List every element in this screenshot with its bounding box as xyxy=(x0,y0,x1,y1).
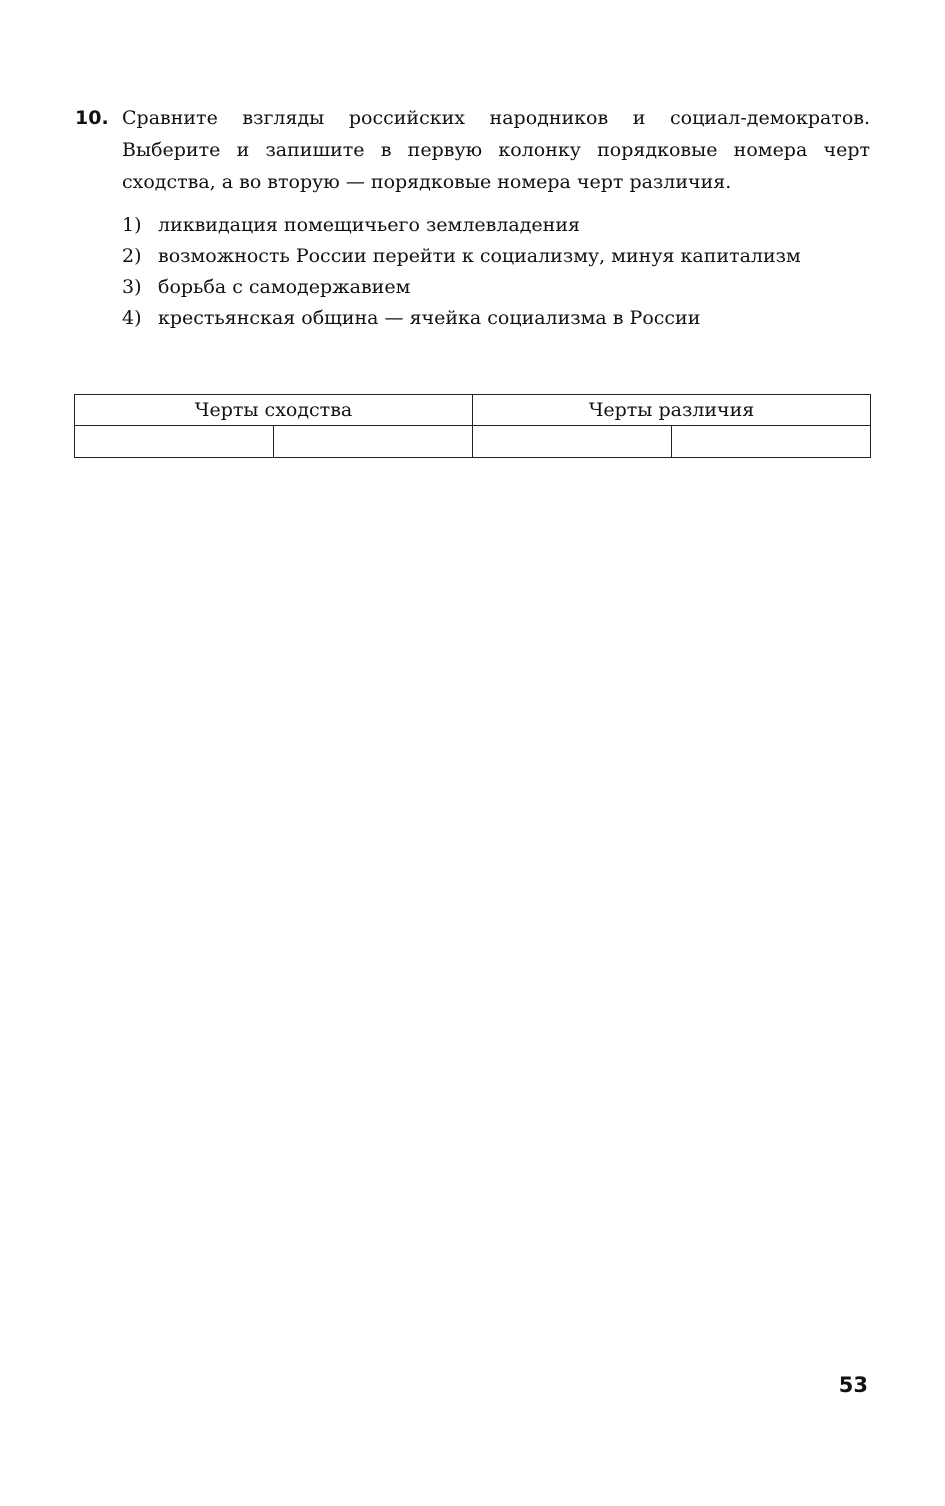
option-number: 3) xyxy=(122,276,142,298)
task-10 xyxy=(75,102,870,334)
table-row xyxy=(75,426,871,458)
list-item xyxy=(122,303,870,334)
option-text: возможность России перейти к социализму, минуя капитализм xyxy=(158,245,801,267)
table-header-row xyxy=(75,395,871,426)
list-item xyxy=(122,241,870,272)
task-prompt xyxy=(75,102,870,198)
option-number: 4) xyxy=(122,307,142,329)
option-number: 2) xyxy=(122,245,142,267)
similarities-header: Черты сходства xyxy=(75,395,473,426)
answer-cell-similarity-1[interactable] xyxy=(75,426,274,458)
answer-cell-difference-1[interactable] xyxy=(473,426,672,458)
answer-table xyxy=(74,394,871,458)
answer-cell-similarity-2[interactable] xyxy=(274,426,473,458)
differences-header: Черты различия xyxy=(473,395,871,426)
option-text: ликвидация помещичьего землевладения xyxy=(158,214,580,236)
list-item xyxy=(122,210,870,241)
option-list xyxy=(75,210,870,334)
list-item xyxy=(122,272,870,303)
task-number: 10. xyxy=(75,107,109,129)
task-text: Сравните взгляды российских народников и социал-демократов. Выберите и запишите в первую колонку порядковые номера черт сходства, а во вторую — порядковые номера черт различия. xyxy=(122,107,870,193)
option-text: крестьянская община — ячейка социализма в России xyxy=(158,307,701,329)
page-number: 53 xyxy=(838,1373,868,1397)
answer-cell-difference-2[interactable] xyxy=(672,426,871,458)
option-number: 1) xyxy=(122,214,142,236)
option-text: борьба с самодержавием xyxy=(158,276,411,298)
